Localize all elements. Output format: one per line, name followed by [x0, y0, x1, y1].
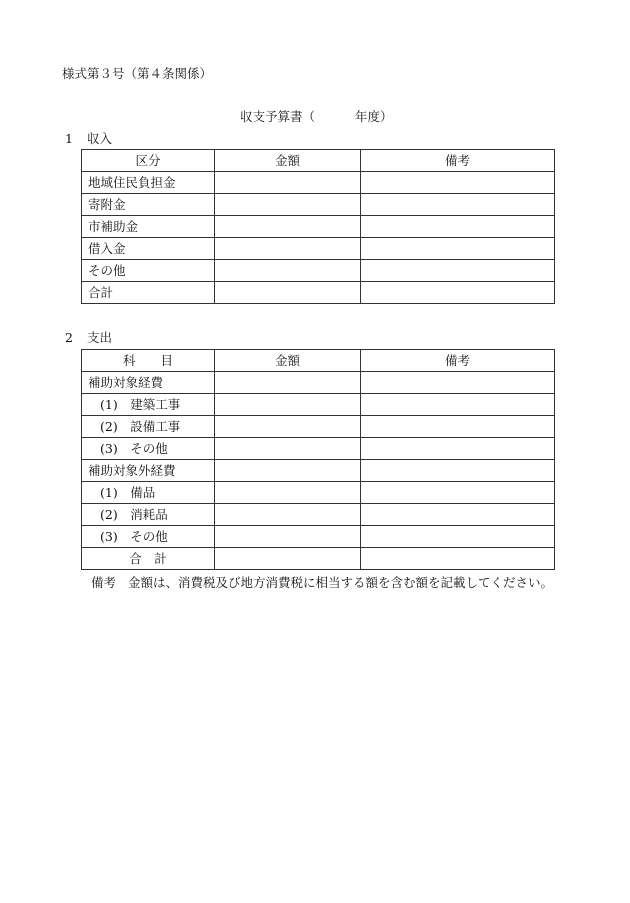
document-title: [240, 109, 393, 125]
expense-row-label: (3) その他: [82, 526, 215, 548]
amount-cell[interactable]: [215, 238, 361, 260]
amount-cell[interactable]: [215, 194, 361, 216]
expense-col-amount: 金額: [215, 350, 361, 372]
table-row: [82, 172, 555, 194]
amount-cell[interactable]: [215, 526, 361, 548]
income-row-label: 市補助金: [82, 216, 215, 238]
title-prefix: 収支予算書（: [240, 109, 316, 124]
income-col-remarks: 備考: [361, 150, 555, 172]
footnote: [91, 575, 553, 591]
table-row: [82, 482, 555, 504]
amount-cell[interactable]: [215, 282, 361, 304]
table-row: [82, 216, 555, 238]
remarks-cell[interactable]: [361, 438, 555, 460]
income-row-label: その他: [82, 260, 215, 282]
remarks-cell[interactable]: [361, 548, 555, 570]
amount-cell[interactable]: [215, 548, 361, 570]
amount-cell[interactable]: [215, 482, 361, 504]
amount-cell[interactable]: [215, 216, 361, 238]
amount-cell[interactable]: [215, 460, 361, 482]
expense-table: [81, 349, 555, 570]
expense-row-label: (3) その他: [82, 438, 215, 460]
table-row: [82, 460, 555, 482]
remarks-cell[interactable]: [361, 172, 555, 194]
expense-heading-label: 支出: [86, 330, 112, 345]
expense-heading: [65, 330, 112, 346]
remarks-cell[interactable]: [361, 460, 555, 482]
income-col-amount: 金額: [215, 150, 361, 172]
title-suffix: 年度）: [355, 109, 393, 124]
expense-row-label: (2) 消耗品: [82, 504, 215, 526]
remarks-cell[interactable]: [361, 372, 555, 394]
expense-header-row: [82, 350, 555, 372]
table-row: [82, 548, 555, 570]
amount-cell[interactable]: [215, 416, 361, 438]
expense-row-label: (1) 備品: [82, 482, 215, 504]
income-row-label: 寄附金: [82, 194, 215, 216]
income-heading-label: 収入: [86, 131, 112, 146]
remarks-cell[interactable]: [361, 482, 555, 504]
expense-row-label: (1) 建築工事: [82, 394, 215, 416]
remarks-cell[interactable]: [361, 216, 555, 238]
income-heading-number: 1: [65, 131, 73, 146]
remarks-cell[interactable]: [361, 238, 555, 260]
income-row-label: 合計: [82, 282, 215, 304]
table-row: [82, 260, 555, 282]
footnote-text: 金額は、消費税及び地方消費税に相当する額を含む額を記載してください。: [128, 575, 554, 590]
table-row: [82, 372, 555, 394]
income-row-label: 借入金: [82, 238, 215, 260]
remarks-cell[interactable]: [361, 394, 555, 416]
table-row: [82, 238, 555, 260]
remarks-cell[interactable]: [361, 260, 555, 282]
expense-row-label: 補助対象外経費: [82, 460, 215, 482]
expense-row-label: (2) 設備工事: [82, 416, 215, 438]
amount-cell[interactable]: [215, 372, 361, 394]
income-header-row: [82, 150, 555, 172]
income-heading: [65, 131, 112, 147]
expense-row-label: 補助対象経費: [82, 372, 215, 394]
income-col-category: 区分: [82, 150, 215, 172]
footnote-label: 備考: [91, 575, 117, 590]
table-row: [82, 526, 555, 548]
amount-cell[interactable]: [215, 504, 361, 526]
expense-col-item: 科 目: [82, 350, 215, 372]
remarks-cell[interactable]: [361, 194, 555, 216]
amount-cell[interactable]: [215, 394, 361, 416]
remarks-cell[interactable]: [361, 526, 555, 548]
form-label: 様式第３号（第４条関係）: [62, 66, 213, 81]
income-row-label: 地域住民負担金: [82, 172, 215, 194]
table-row: [82, 416, 555, 438]
remarks-cell[interactable]: [361, 282, 555, 304]
expense-total-label: 合 計: [82, 548, 215, 570]
amount-cell[interactable]: [215, 172, 361, 194]
income-table: [81, 149, 555, 304]
table-row: [82, 282, 555, 304]
table-row: [82, 194, 555, 216]
table-row: [82, 504, 555, 526]
remarks-cell[interactable]: [361, 504, 555, 526]
remarks-cell[interactable]: [361, 416, 555, 438]
amount-cell[interactable]: [215, 260, 361, 282]
expense-heading-number: 2: [65, 330, 73, 345]
table-row: [82, 394, 555, 416]
expense-col-remarks: 備考: [361, 350, 555, 372]
table-row: [82, 438, 555, 460]
amount-cell[interactable]: [215, 438, 361, 460]
